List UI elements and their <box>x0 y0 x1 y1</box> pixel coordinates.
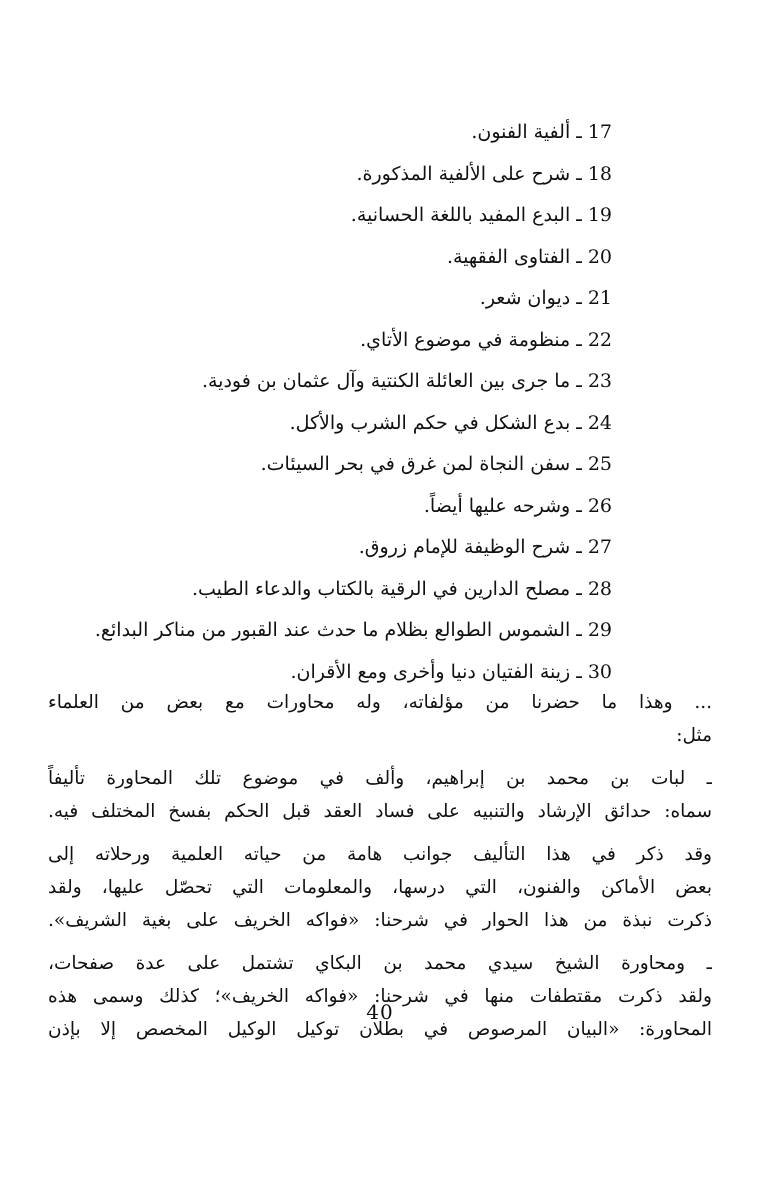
works-list <box>52 112 612 693</box>
text-line: ولقد ذكرت مقتطفات منها في شرحنا: «فواكه الخريف»؛ كذلك وسمى هذه <box>48 986 712 1007</box>
item-title: ديوان شعر. <box>479 287 571 309</box>
item-separator: ـ <box>576 245 582 268</box>
list-item <box>52 486 612 528</box>
list-item <box>52 610 612 652</box>
page-number: 40 <box>366 1000 394 1024</box>
text-line: مثل: <box>676 725 712 746</box>
item-separator: ـ <box>576 370 582 392</box>
item-separator: ـ <box>576 619 582 641</box>
intro-paragraph <box>48 686 712 752</box>
item-title: ما جرى بين العائلة الكنتية وآل عثمان بن فودية. <box>201 370 571 392</box>
text-line: ـ ومحاورة الشيخ سيدي محمد بن البكاي تشتمل على عدة صفحات، <box>48 953 712 974</box>
item-title: الفتاوى الفقهية. <box>446 245 571 268</box>
list-item <box>52 278 612 320</box>
item-separator: ـ <box>576 162 582 185</box>
item-number: 19 <box>587 204 612 226</box>
list-item <box>52 320 612 362</box>
item-separator: ـ <box>576 121 582 143</box>
item-separator: ـ <box>576 204 582 226</box>
body-text <box>48 686 712 1046</box>
list-item <box>52 527 612 569</box>
item-title: ألفية الفنون. <box>471 121 571 143</box>
item-number: 22 <box>587 328 612 351</box>
item-separator: ـ <box>576 453 582 475</box>
item-separator: ـ <box>576 577 582 600</box>
paragraph-gap <box>48 828 712 838</box>
item-title: سفن النجاة لمن غرق في بحر السيئات. <box>260 453 571 475</box>
item-number: 28 <box>587 577 612 600</box>
list-item <box>52 112 612 154</box>
list-item <box>52 195 612 237</box>
list-item <box>52 444 612 486</box>
item-separator: ـ <box>576 287 582 309</box>
item-number: 30 <box>587 660 612 683</box>
item-title: الشموس الطوالع بظلام ما حدث عند القبور من مناكر البدائع. <box>94 619 571 641</box>
paragraph-gap <box>48 752 712 762</box>
item-number: 26 <box>587 494 612 517</box>
text-line: ... وهذا ما حضرنا من مؤلفاته، وله محاورات مع بعض من العلماء <box>48 692 712 713</box>
item-number: 29 <box>587 619 612 641</box>
list-item <box>52 154 612 196</box>
list-item <box>52 237 612 279</box>
item-number: 18 <box>587 162 612 185</box>
list-item <box>52 361 612 403</box>
item-separator: ـ <box>576 411 582 434</box>
item-number: 25 <box>587 453 612 475</box>
text-line: سماه: حدائق الإرشاد والتنبيه على فساد العقد قبل الحكم بفسخ المختلف فيه. <box>48 801 712 822</box>
item-number: 23 <box>587 370 612 392</box>
item-title: بدع الشكل في حكم الشرب والأكل. <box>289 411 571 434</box>
item-separator: ـ <box>576 328 582 351</box>
paragraph-2 <box>48 838 712 937</box>
paragraph-gap <box>48 937 712 947</box>
list-item <box>52 403 612 445</box>
item-number: 20 <box>587 245 612 268</box>
item-number: 17 <box>587 121 612 143</box>
list-item <box>52 569 612 611</box>
item-title: البدع المفيد باللغة الحسانية. <box>350 204 571 226</box>
text-line: المحاورة: «البيان المرصوص في بطلان توكيل الوكيل المخصص إلا بإذن <box>48 1019 712 1040</box>
paragraph-3 <box>48 947 712 1046</box>
text-line: ذكرت نبذة من هذا الحوار في شرحنا: «فواكه الخريف على بغية الشريف». <box>48 910 712 931</box>
item-separator: ـ <box>576 494 582 517</box>
item-title: زينة الفتيان دنيا وأخرى ومع الأقران. <box>290 660 571 683</box>
text-line: بعض الأماكن والفنون، التي درسها، والمعلومات التي تحصّل عليها، ولقد <box>48 877 712 898</box>
item-separator: ـ <box>576 660 582 683</box>
item-title: شرح الوظيفة للإمام زروق. <box>358 536 571 558</box>
paragraph-1 <box>48 762 712 828</box>
item-title: شرح على الألفية المذكورة. <box>356 162 571 185</box>
text-line: وقد ذكر في هذا التأليف جوانب هامة من حياته العلمية ورحلاته إلى <box>48 844 712 865</box>
item-title: منظومة في موضوع الأتاي. <box>360 328 571 351</box>
item-number: 21 <box>587 287 612 309</box>
item-title: مصلح الدارين في الرقية بالكتاب والدعاء الطيب. <box>191 577 571 600</box>
text-line: ـ لبات بن محمد بن إبراهيم، وألف في موضوع تلك المحاورة تأليفاً <box>48 768 712 789</box>
item-title: وشرحه عليها أيضاً. <box>423 494 571 517</box>
item-separator: ـ <box>576 536 582 558</box>
item-number: 27 <box>587 536 612 558</box>
item-number: 24 <box>587 411 612 434</box>
